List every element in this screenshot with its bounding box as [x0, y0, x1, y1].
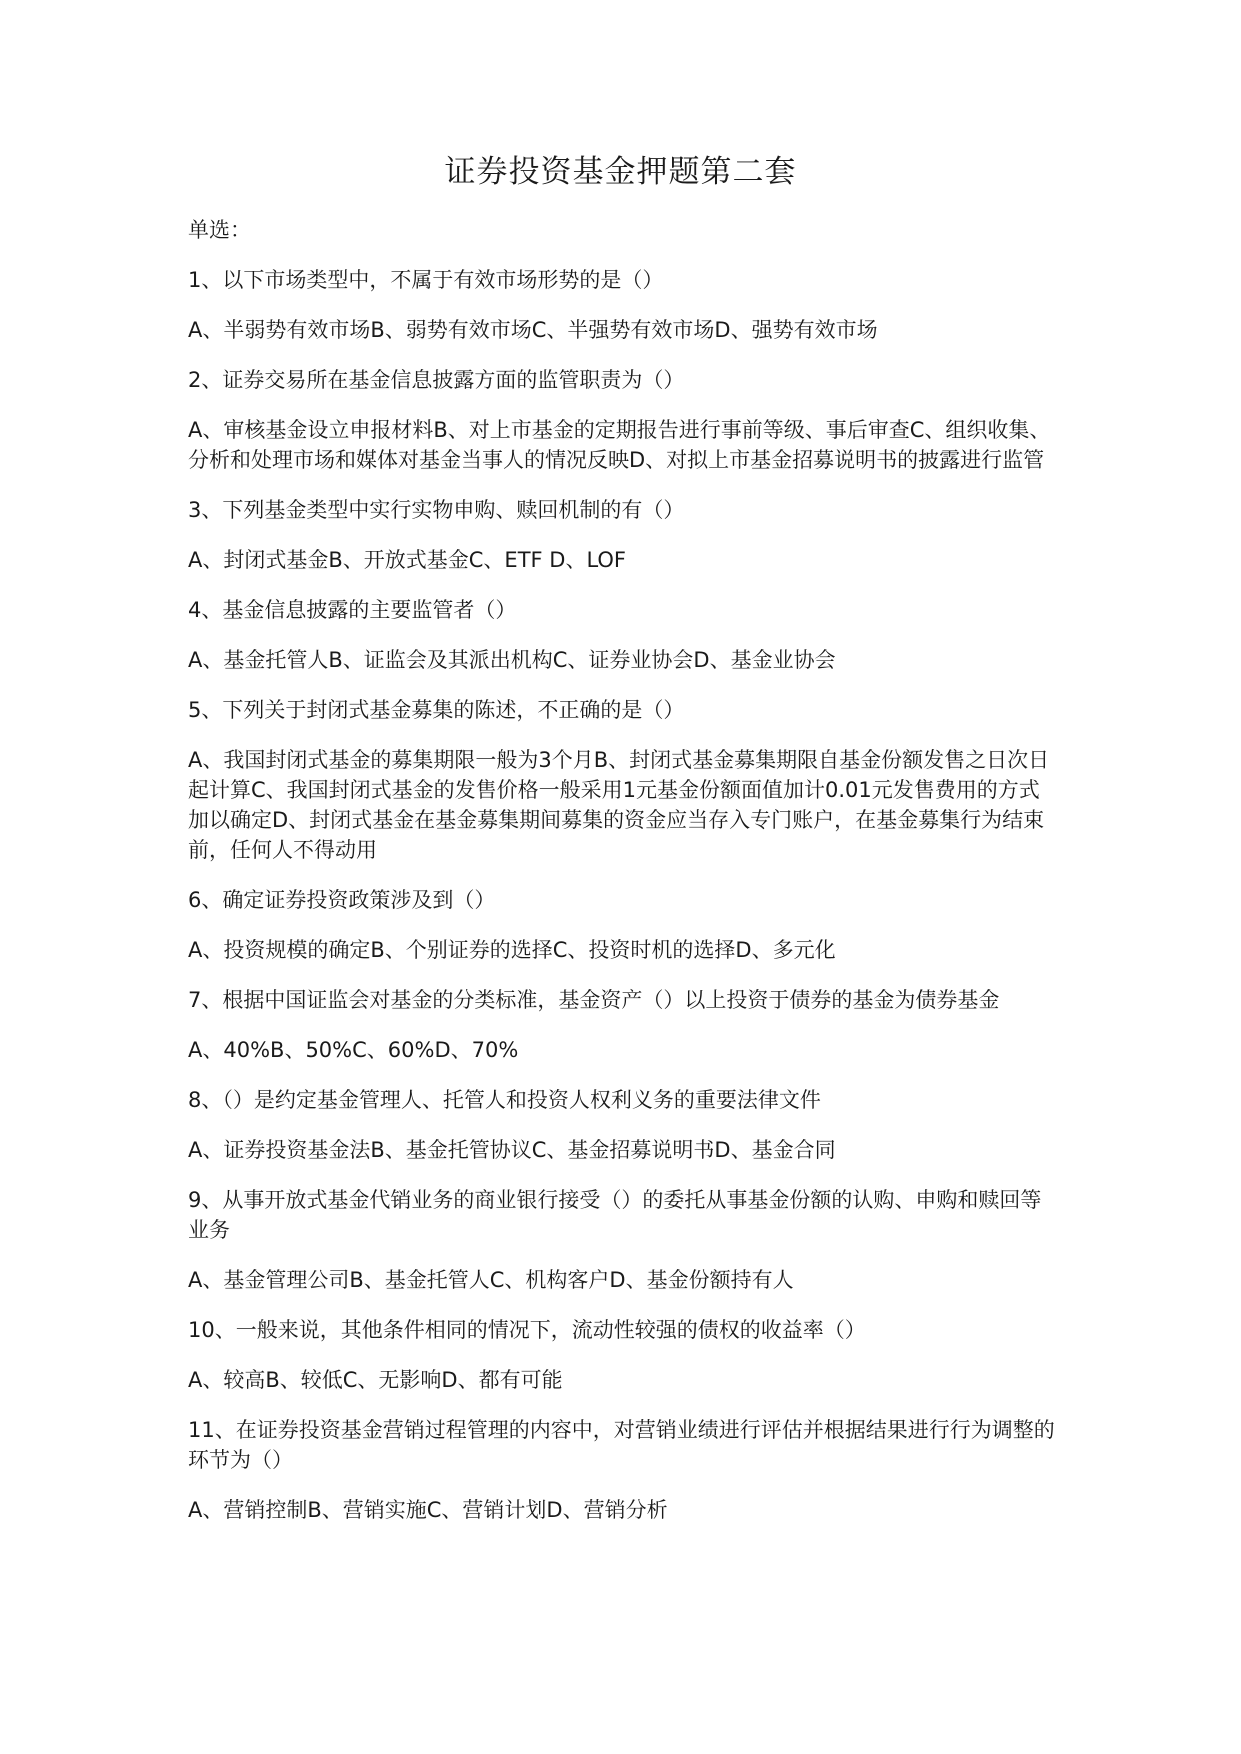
question-options: A、较高B、较低C、无影响D、都有可能: [188, 1368, 563, 1392]
question-options: A、半弱势有效市场B、弱势有效市场C、半强势有效市场D、强势有效市场: [188, 318, 878, 342]
question-text: 1、以下市场类型中，不属于有效市场形势的是（）: [188, 268, 664, 292]
question-options: A、基金管理公司B、基金托管人C、机构客户D、基金份额持有人: [188, 1268, 794, 1292]
question-options: A、审核基金设立申报材料B、对上市基金的定期报告进行事前等级、事后审查C、组织收集、分析和处理市场和媒体对基金当事人的情况反映D、对拟上市基金招募说明书的披露进行监管: [188, 418, 1051, 472]
question-text: 9、从事开放式基金代销业务的商业银行接受（）的委托从事基金份额的认购、申购和赎回等业务: [188, 1188, 1042, 1242]
question-text: 6、确定证券投资政策涉及到（）: [188, 888, 496, 912]
question-text: 2、证券交易所在基金信息披露方面的监管职责为（）: [188, 368, 685, 392]
question-options: A、投资规模的确定B、个别证券的选择C、投资时机的选择D、多元化: [188, 938, 836, 962]
question-text: 7、根据中国证监会对基金的分类标准，基金资产（）以上投资于债券的基金为债券基金: [188, 988, 1000, 1012]
question-options: A、证券投资基金法B、基金托管协议C、基金招募说明书D、基金合同: [188, 1138, 836, 1162]
question-options: A、封闭式基金B、开放式基金C、ETF D、LOF: [188, 548, 627, 572]
question-options: A、基金托管人B、证监会及其派出机构C、证券业协会D、基金业协会: [188, 648, 836, 672]
question-list: [188, 215, 1058, 1545]
question-text: 11、在证券投资基金营销过程管理的内容中，对营销业绩进行评估并根据结果进行行为调整的环节为（）: [188, 1418, 1055, 1472]
question-options: A、40%B、50%C、60%D、70%: [188, 1038, 519, 1062]
question-text: 3、下列基金类型中实行实物申购、赎回机制的有（）: [188, 498, 685, 522]
question-text: 8、（）是约定基金管理人、托管人和投资人权利义务的重要法律文件: [188, 1088, 821, 1112]
question-options: A、营销控制B、营销实施C、营销计划D、营销分析: [188, 1498, 668, 1522]
question-text: 4、基金信息披露的主要监管者（）: [188, 598, 517, 622]
question-text: 5、下列关于封闭式基金募集的陈述，不正确的是（）: [188, 698, 685, 722]
page-title: 证券投资基金押题第二套: [444, 154, 797, 190]
question-options: A、我国封闭式基金的募集期限一般为3个月B、封闭式基金募集期限自基金份额发售之日次日起计算C、我国封闭式基金的发售价格一般采用1元基金份额面值加计0.01元发售费用的方式加以确定D、封闭式基金在基金募集期间募集的资金应当存入专门账户，在基金募集行为结束前，任何人不得动用: [188, 748, 1050, 862]
question-text: 10、一般来说，其他条件相同的情况下，流动性较强的债权的收益率（）: [188, 1318, 866, 1342]
section-label: 单选：: [188, 218, 251, 242]
